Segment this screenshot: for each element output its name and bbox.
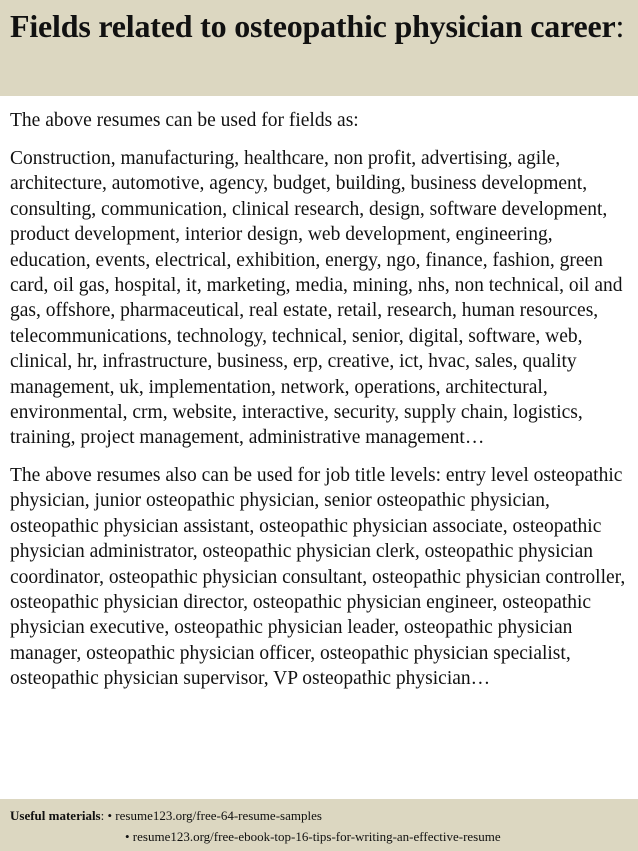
footer-banner xyxy=(0,799,638,851)
footer-row-2 xyxy=(10,826,638,847)
main-content xyxy=(10,108,630,692)
footer-link-resume-samples[interactable]: • resume123.org/free-64-resume-samples xyxy=(107,808,322,823)
useful-materials-label: Useful materials xyxy=(10,808,101,823)
fields-intro: The above resumes can be used for fields as: xyxy=(10,110,359,131)
useful-materials-separator: : xyxy=(100,808,105,823)
footer-link-ebook-tips[interactable]: • resume123.org/free-ebook-top-16-tips-for-writing-an-effective-resume xyxy=(125,829,501,844)
page-title xyxy=(10,6,628,46)
fields-list: Construction, manufacturing, healthcare, non profit, advertising, agile, architecture, automotive, agency, budget, building, business development, consulting, communication, clinical research, design, software development, product development, interior design, web development, engineering, education, events, electrical, exhibition, energy, ngo, finance, fashion, green card, oil gas, hospital, it, marketing, media, mining, nhs, non technical, oil and gas, offshore, pharmaceutical, real estate, retail, research, human resources, telecommunications, technology, technical, senior, digital, software, web, clinical, hr, infrastructure, business, erp, creative, ict, hvac, sales, quality management, uk, implementation, network, operations, architectural, environmental, crm, website, interactive, security, supply chain, logistics, training, project management, administrative management… xyxy=(10,148,623,449)
header-banner xyxy=(0,0,638,96)
page-title-colon: : xyxy=(615,8,625,44)
job-levels-list: The above resumes also can be used for job title levels: entry level osteopathic physician, junior osteopathic physician, senior osteopathic physician, osteopathic physician assistant, osteopathic physician associate, osteopathic physician administrator, osteopathic physician clerk, osteopathic physician coordinator, osteopathic physician consultant, osteopathic physician controller, osteopathic physician director, osteopathic physician engineer, osteopathic physician executive, osteopathic physician leader, osteopathic physician manager, osteopathic physician officer, osteopathic physician specialist, osteopathic physician supervisor, VP osteopathic physician… xyxy=(10,464,626,690)
footer-row-1 xyxy=(10,805,638,826)
page-title-text: Fields related to osteopathic physician career xyxy=(10,8,616,44)
